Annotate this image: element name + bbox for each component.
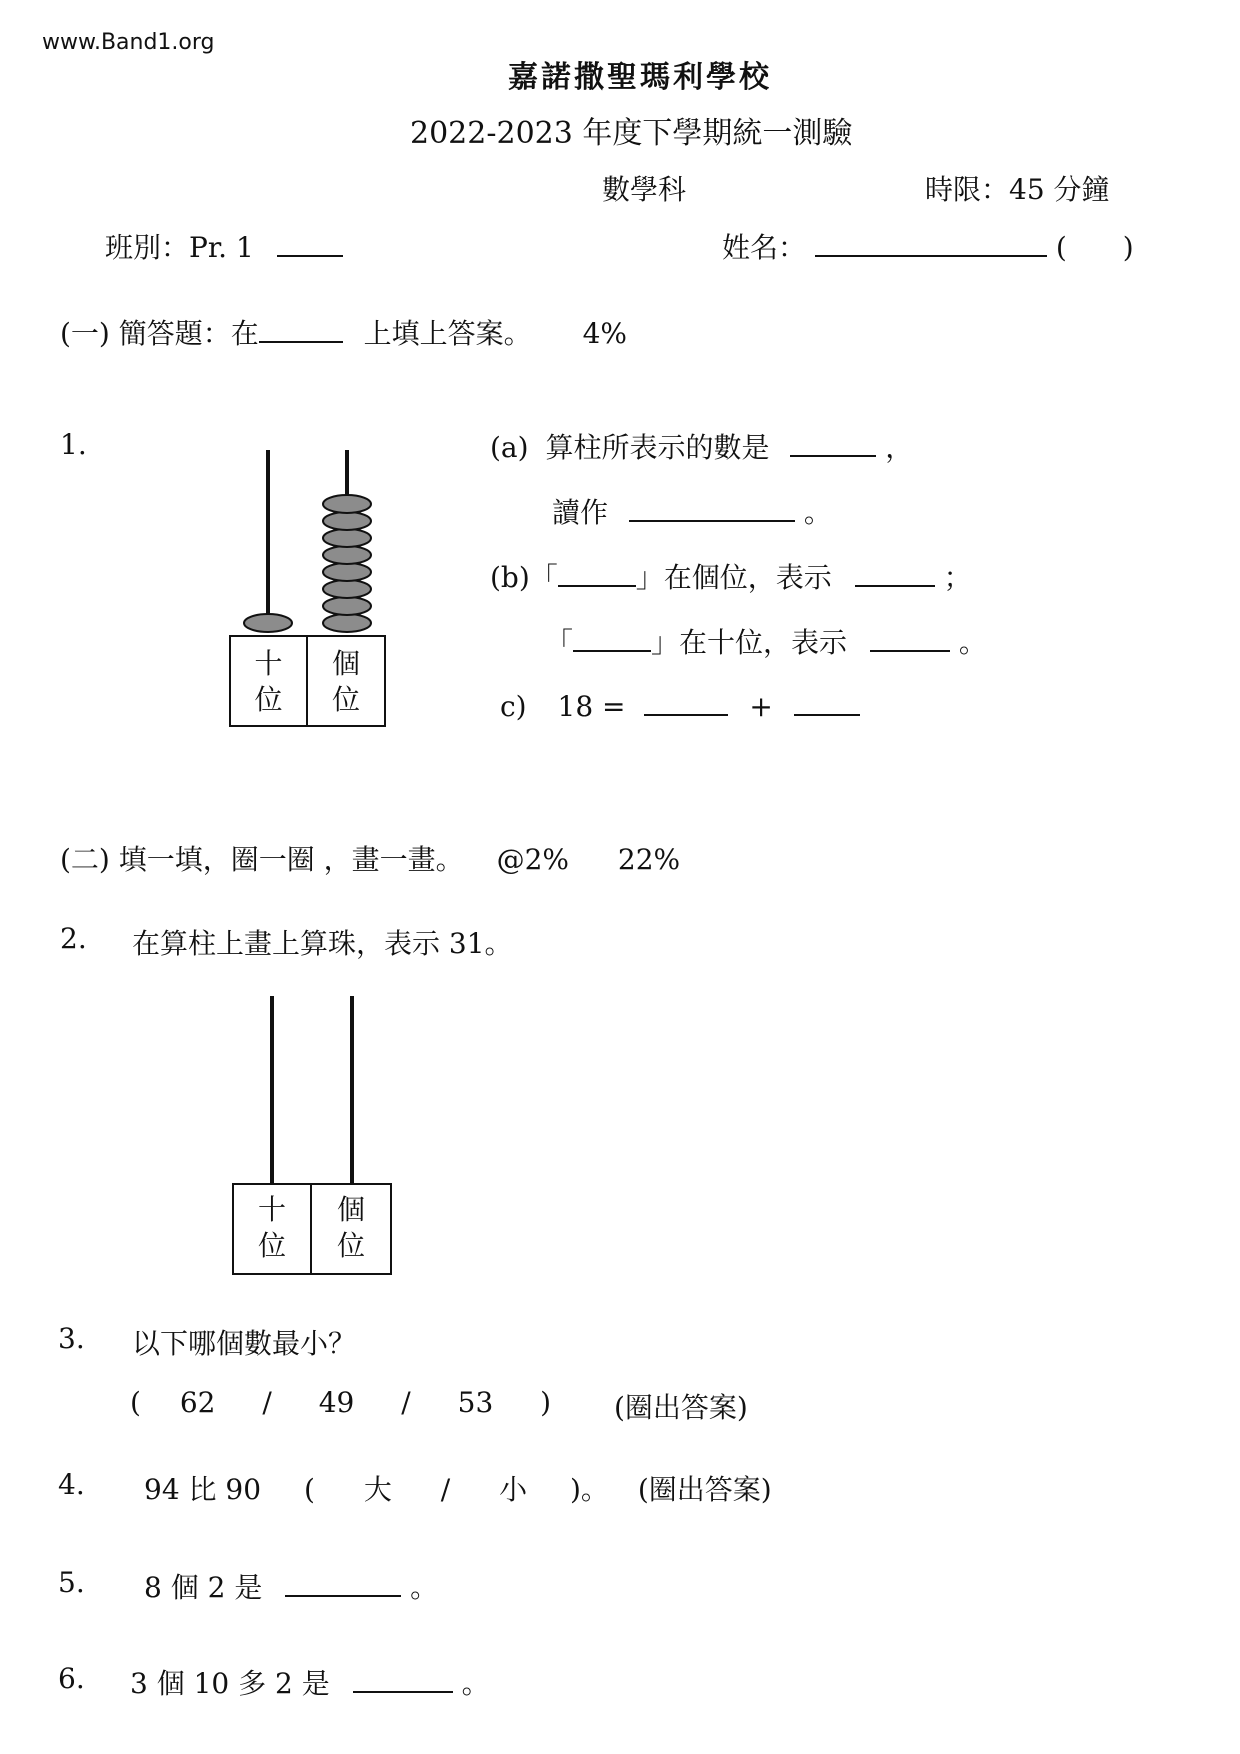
- q6-number: 6.: [58, 1662, 85, 1695]
- q5-end: 。: [410, 1571, 439, 1604]
- q1a: [490, 426, 913, 466]
- q1-ones-label: [307, 646, 385, 718]
- section2-marks: 22%: [617, 843, 681, 876]
- q2-number: 2.: [60, 922, 87, 955]
- q1c-expr: 18 =: [557, 690, 626, 723]
- q2-ones-label: [311, 1192, 391, 1264]
- q6-blank[interactable]: [353, 1665, 453, 1693]
- q5-blank[interactable]: [285, 1569, 401, 1597]
- q1-tens-label-2: 位: [254, 683, 283, 716]
- q4-sep: /: [440, 1473, 451, 1506]
- section1-heading: [60, 312, 627, 352]
- exam-title: 2022-2023 年度下學期統一測驗: [410, 116, 853, 151]
- q3-option-53[interactable]: 53: [457, 1386, 494, 1419]
- q1-ones-label-2: 位: [331, 683, 360, 716]
- q1-ones-bead: [323, 614, 371, 632]
- q3-close: ): [540, 1386, 552, 1419]
- q1b-line1-blank1[interactable]: [558, 559, 636, 587]
- q4-open: (: [303, 1473, 315, 1506]
- q6-text: 3 個 10 多 2 是: [130, 1667, 330, 1700]
- watermark[interactable]: www.Band1.org: [42, 30, 215, 55]
- q1b-line2-blank2[interactable]: [870, 624, 950, 652]
- q1-ones-bead: [323, 580, 371, 598]
- class-blank[interactable]: [277, 229, 343, 257]
- q4-line: [144, 1468, 772, 1508]
- q1-tens-bead: [244, 614, 292, 632]
- class-label: [105, 226, 343, 266]
- name-text: 姓名：: [722, 231, 807, 264]
- q2-tens-label-2: 位: [257, 1229, 286, 1262]
- subject: 數學科: [602, 173, 687, 206]
- q1b-line2: [545, 621, 987, 661]
- q2-tens-label-1: 十: [257, 1193, 286, 1226]
- q1-tens-label: [230, 646, 307, 718]
- q1-ones-bead: [323, 546, 371, 564]
- q3-open: (: [130, 1386, 141, 1419]
- q4-close: )。: [570, 1473, 609, 1506]
- q1b-line1-blank2[interactable]: [855, 559, 935, 587]
- q1c-blank1[interactable]: [644, 688, 728, 716]
- q4-number: 4.: [58, 1468, 85, 1501]
- section2-heading-text: (二) 填一填，圈一圈 ，畫一畫。: [60, 843, 464, 876]
- q1c-label: c): [500, 690, 527, 723]
- q2-ones-label-1: 個: [336, 1193, 365, 1226]
- q3-options: [130, 1386, 551, 1419]
- school-name: 嘉諾撒聖瑪利學校: [508, 60, 772, 95]
- q4-option-small[interactable]: 小: [499, 1473, 528, 1506]
- q1a-blank[interactable]: [790, 429, 876, 457]
- q6-line: [130, 1662, 490, 1702]
- q1c-plus: +: [749, 690, 773, 723]
- q1a-read: [552, 491, 832, 531]
- q1-ones-bead: [323, 495, 371, 513]
- q2-ones-label-2: 位: [336, 1229, 365, 1262]
- q1-number: 1.: [60, 428, 87, 461]
- q5-number: 5.: [58, 1566, 85, 1599]
- q1-ones-beads: [323, 495, 371, 632]
- q1b-line1-mid: 」在個位，表示: [635, 561, 832, 594]
- q1b-line2-mid: 」在十位，表示: [651, 626, 848, 659]
- section1-marks: 4%: [582, 317, 627, 350]
- q1a-read-label: 讀作: [552, 496, 609, 529]
- q2-tens-label: [233, 1192, 311, 1264]
- q1b-line2-open: 「: [545, 626, 574, 659]
- q1b-line1: [490, 556, 972, 596]
- q5-text: 8 個 2 是: [144, 1571, 263, 1604]
- q1-tens-label-1: 十: [254, 647, 283, 680]
- name-label: [722, 226, 1134, 266]
- section2-each: @2%: [496, 843, 569, 876]
- q1b-line1-end: ；: [943, 561, 972, 594]
- q3-number: 3.: [58, 1322, 85, 1355]
- q3-text: 以下哪個數最小？: [132, 1327, 357, 1360]
- section1-heading-blank: [259, 315, 343, 343]
- q1b-line2-end: 。: [958, 626, 987, 659]
- q1b-line1-open: 「: [529, 561, 558, 594]
- q6-end: 。: [461, 1667, 490, 1700]
- section2-heading: [60, 838, 680, 878]
- q2-text: 在算柱上畫上算珠，表示 31。: [132, 927, 513, 960]
- section1-heading-b: 上填上答案。: [363, 317, 532, 350]
- q1a-end: ，: [885, 431, 914, 464]
- class-number-paren: ( ): [1055, 231, 1134, 264]
- q3-sep1: /: [262, 1386, 272, 1419]
- q3-option-62[interactable]: 62: [179, 1386, 216, 1419]
- q5-line: [144, 1566, 438, 1606]
- name-blank[interactable]: [815, 229, 1047, 257]
- section1-heading-a: (一) 簡答題：在: [60, 317, 259, 350]
- q1c-blank2[interactable]: [794, 688, 860, 716]
- class-text: 班別：Pr. 1: [105, 231, 254, 264]
- q1c: [500, 688, 860, 723]
- q1a-text: 算柱所表示的數是: [545, 431, 770, 464]
- q3-note: (圈出答案): [614, 1391, 748, 1424]
- q1-ones-bead: [323, 512, 371, 530]
- q4-option-big[interactable]: 大: [363, 1473, 392, 1506]
- q1a-read-end: 。: [803, 496, 832, 529]
- time-limit: 時限：45 分鐘: [925, 173, 1110, 206]
- q1b-line2-blank1[interactable]: [573, 624, 651, 652]
- q1-ones-bead: [323, 597, 371, 615]
- q1b-label: (b): [490, 561, 530, 594]
- q3-sep2: /: [401, 1386, 411, 1419]
- q1-ones-bead: [323, 563, 371, 581]
- q3-option-49[interactable]: 49: [318, 1386, 355, 1419]
- q4-note: (圈出答案): [637, 1473, 772, 1506]
- q1-ones-bead: [323, 529, 371, 547]
- q1-ones-label-1: 個: [331, 647, 360, 680]
- q4-text: 94 比 90: [144, 1473, 262, 1506]
- q1a-label: (a): [490, 431, 529, 464]
- q1a-read-blank[interactable]: [629, 494, 795, 522]
